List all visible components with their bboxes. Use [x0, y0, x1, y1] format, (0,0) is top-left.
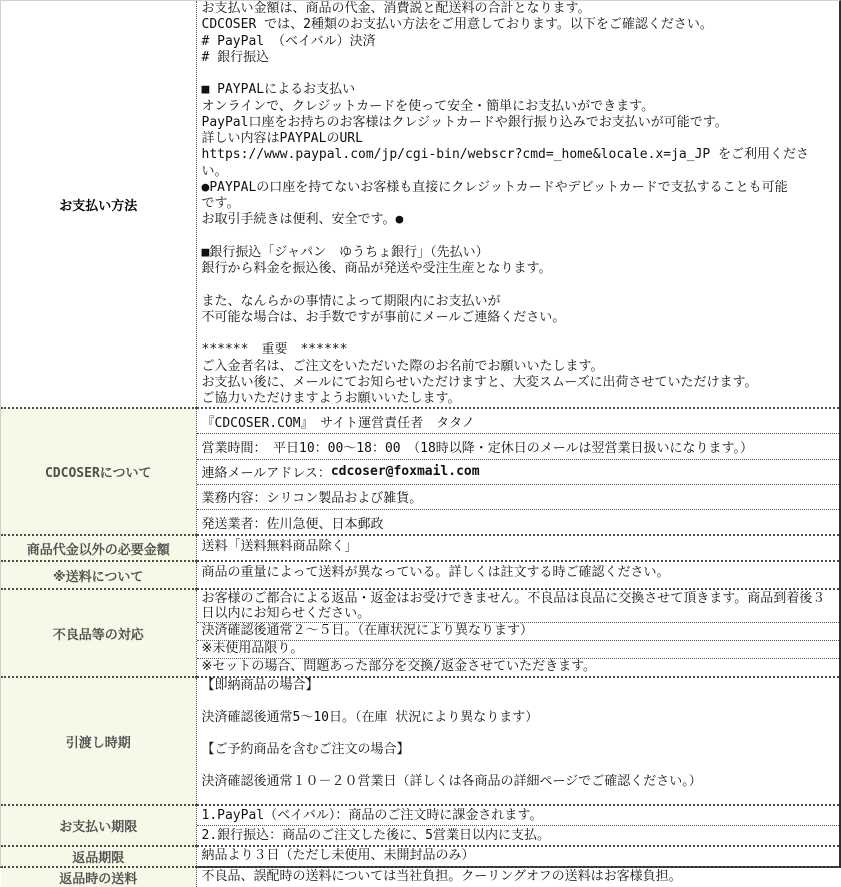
row-content-defective-items — [196, 589, 839, 677]
content-line: お支払い金額は、商品の代金、消費説と配送料の合計となります。 — [201, 1, 591, 16]
delivery-line: 【ご予約商品を含むご注文の場合】 — [201, 742, 410, 758]
row-header-payment-deadline: お支払い期限 — [1, 805, 196, 846]
content-line: ■ PAYPALによるお支払い — [201, 82, 356, 98]
row-header-return-shipping: 返品時の送料 — [1, 867, 196, 887]
row-header-delivery-time: 引渡し時期 — [1, 677, 196, 805]
content-line: ****** 重要 ****** — [201, 342, 348, 358]
table-row-about-cdcoser — [1, 408, 839, 535]
content-line: # 銀行振込 — [201, 49, 270, 65]
delivery-line-blank — [197, 758, 840, 774]
table-row-return-deadline — [1, 846, 839, 867]
row-header-about-cdcoser: CDCOSERについて — [1, 408, 196, 535]
content-line: 銀行から料金を振込後、商品が発送や受注生産となります。 — [201, 261, 552, 276]
row-content-extra-fees — [196, 535, 839, 561]
site-operator-line: 『CDCOSER.COM』 サイト運営責任者 タタノ — [197, 409, 840, 434]
content-line: 不可能な場合は、お手数ですが事前にメールご連絡ください。 — [201, 309, 566, 325]
content-line-blank — [197, 277, 840, 293]
table-row-return-shipping — [1, 867, 839, 887]
defective-policy-line: ※セットの場合、問題あった部分を交換/返金させていただきます。 — [201, 659, 597, 675]
content-line: # PayPal （ベイバル）決済 — [201, 33, 376, 49]
row-content-delivery-time — [196, 677, 839, 805]
content-line: また、なんらかの事情によって期限内にお支払いが — [201, 293, 501, 309]
content-line: オンラインで、クレジットカードを使って安全・簡単にお支払いができます。 — [201, 98, 655, 114]
paypal-url-line: https://www.paypal.com/jp/cgi-bin/webscr?cmd=_home&locale.x=ja_JP をご利用ください。 — [201, 147, 810, 179]
content-line-blank — [197, 326, 840, 342]
email-address: cdcoser@foxmail.com — [330, 464, 480, 480]
table-row-payment-deadline — [1, 805, 839, 846]
business-content-line: 業務内容：シリコン製品および雑貨。 — [197, 485, 840, 510]
shipping-carrier-line: 発送業者：佐川急便、日本郵政 — [201, 516, 384, 532]
content-line: ご協力いただけますようお願いいたします。 — [201, 391, 461, 406]
table-row-shipping-fee — [1, 561, 839, 589]
row-content-payment-method — [196, 1, 839, 408]
delivery-line: 決済確認後通常5～10日。（在庫 状況により異なります） — [201, 710, 539, 726]
content-line-blank — [197, 66, 840, 82]
content-line: ご入金者名は、ご注文をいただいた際のお名前でお願いいたします。 — [201, 358, 604, 374]
row-header-payment-method: お支払い方法 — [1, 1, 196, 408]
content-line-blank — [197, 229, 840, 245]
table-row-delivery-time — [1, 677, 839, 805]
row-header-extra-fees: 商品代金以外の必要金額 — [1, 535, 196, 561]
payment-deadline-line: 1.PayPal（ベイバル）：商品のご注文時に課金されます。 — [197, 806, 840, 826]
delivery-line: 決済確認後通常１０－２０営業日（詳しくは各商品の詳細ページでご確認ください。） — [201, 774, 702, 790]
delivery-line: 【即納商品の場合】 — [201, 678, 319, 694]
defective-policy-line: お客様のご都合による返品・返金はお受けできません。不良品は良品に交換させて頂きます。商品到着後３日以内にお知らせください。 — [197, 590, 840, 623]
shop-policy-table — [1, 1, 839, 887]
content-line: お取引手続きは便利、安全です。● — [201, 212, 404, 228]
content-line: ●PAYPALの口座を持てないお客様も直接にクレジットカードやデビットカードで支払することも可能 — [201, 179, 788, 195]
table-row-extra-fees — [1, 535, 839, 561]
row-content-payment-deadline — [196, 805, 839, 846]
delivery-line-blank — [197, 694, 840, 710]
defective-policy-line: 決済確認後通常２～５日。（在庫状況により異なります） — [197, 623, 840, 641]
return-deadline-text: 納品より３日（ただし未使用、未開封品のみ） — [201, 848, 475, 864]
content-line: です。 — [201, 196, 240, 211]
content-line: 詳しい内容はPAYPALのURL — [201, 131, 363, 146]
defective-policy-line: ※未使用品限り。 — [197, 641, 840, 659]
business-hours-line: 営業時間： 平日10：00～18：00 （18時以降・定休日のメールは翌営業日扱いになります。） — [197, 434, 840, 459]
row-header-shipping-fee: ※送料について — [1, 561, 196, 589]
table-row-payment-method — [1, 1, 839, 408]
content-line: お支払い後に、メールにてお知らせいただけますと、大変スムーズに出荷させていただけます。 — [201, 374, 758, 390]
row-content-about-cdcoser — [196, 408, 839, 535]
return-shipping-text: 不良品、誤配時の送料については当社負担。クーリングオフの送料はお客様負担。 — [201, 869, 682, 885]
contact-email-line — [197, 460, 840, 485]
extra-fees-text: 送料「送料無料商品除く」 — [201, 539, 358, 555]
shipping-fee-text: 商品の重量によって送料が異なっている。詳しくは註文する時ご確認ください。 — [201, 565, 670, 581]
row-content-return-shipping — [196, 867, 839, 887]
content-line: CDCOSER では、2種類のお支払い方法をご用意しております。以下をご確認ください。 — [201, 17, 713, 33]
content-line: ■銀行振込「ジャパン ゆうちょ銀行」（先払い） — [201, 244, 489, 260]
contact-email-label: 連絡メールアドレス： — [201, 466, 331, 482]
row-content-shipping-fee — [196, 561, 839, 589]
payment-deadline-line: 2.銀行振込：商品のご注文した後に、5営業日以内に支払。 — [201, 828, 550, 844]
row-content-return-deadline — [196, 846, 839, 867]
table-row-defective-items — [1, 589, 839, 677]
row-header-return-deadline: 返品期限 — [1, 846, 196, 867]
content-line: PayPal口座をお持ちのお客様はクレジットカードや銀行振り込みでお支払いが可能です。 — [201, 114, 728, 130]
row-header-defective-items: 不良品等の対応 — [1, 589, 196, 677]
delivery-line-blank — [197, 726, 840, 742]
